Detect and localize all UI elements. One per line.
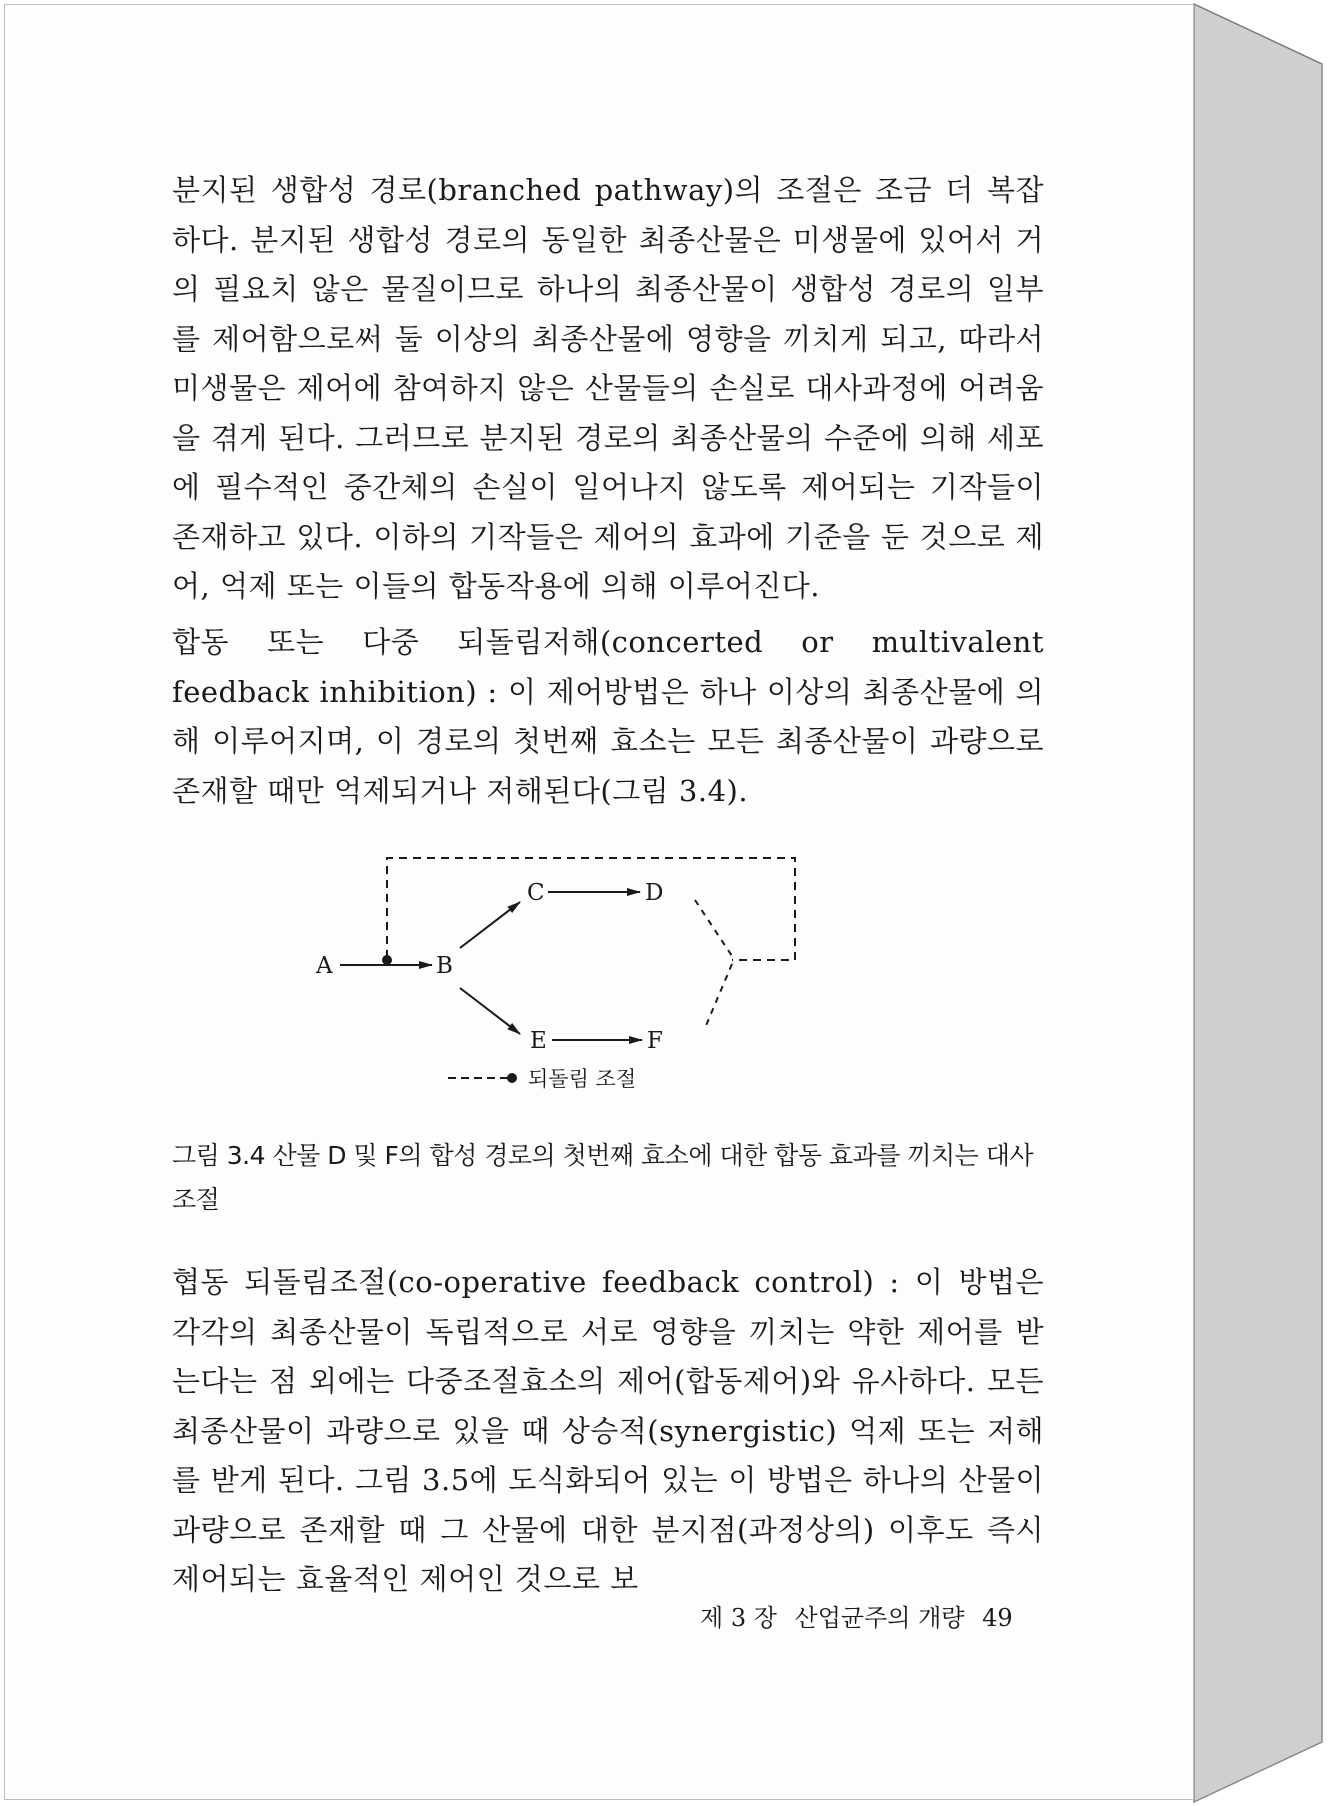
footer-chapter-title: 산업균주의 개량 — [794, 1604, 965, 1632]
caption-text: 산물 D 및 F의 합성 경로의 첫번째 효소에 대한 합동 효과를 끼치는 대사조절 — [172, 1141, 1034, 1214]
footer-chapter: 제 3 장 — [700, 1604, 777, 1632]
node-c-label: C — [527, 880, 545, 906]
node-b-label: B — [436, 953, 453, 979]
legend-dot — [507, 1073, 517, 1083]
arrow-b-e — [460, 988, 520, 1034]
feedback-target-dot — [382, 955, 392, 965]
node-f-label: F — [647, 1028, 663, 1054]
feedback-d-branch — [695, 900, 732, 956]
arrow-b-c — [460, 902, 520, 948]
feedback-loop-line — [387, 858, 795, 960]
legend-label: 되돌림 조절 — [528, 1067, 637, 1091]
node-a-label: A — [316, 953, 333, 979]
paragraph-concerted-inhibition: 합동 또는 다중 되돌림저해(concerted or multivalent feedback inhibition) : 이 제어방법은 하나 이상의 최종산물에 의해 이루어지며, 이 경로의 첫번째 효소는 모든 최종산물이 과량으로 존재할 때만 억제되거나 저해된다(그림 3.4). — [172, 625, 1044, 808]
figure-caption — [172, 1134, 1052, 1222]
feedback-f-branch — [705, 964, 732, 1028]
node-d-label: D — [645, 880, 664, 906]
page-footer — [700, 1598, 1023, 1633]
paragraph-branched-pathway: 분지된 생합성 경로(branched pathway)의 조절은 조금 더 복잡하다. 분지된 생합성 경로의 동일한 최종산물은 미생물에 있어서 거의 필요치 않은 물질이므로 하나의 최종산물이 생합성 경로의 일부를 제어함으로써 둘 이상의 최종산물에 영향을 끼치게 되고, 따라서 미생물은 제어에 참여하지 않은 산물들의 손실로 대사과정에 어려움을 겪게 된다. 그러므로 분지된 경로의 최종산물의 수준에 의해 세포에 필수적인 중간체의 손실이 일어나지 않도록 제어되는 기작들이 존재하고 있다. 이하의 기작들은 제어의 효과에 기준을 둔 것으로 제어, 억제 또는 이들의 합동작용에 의해 이루어진다. — [172, 173, 1044, 603]
node-e-label: E — [530, 1028, 547, 1054]
paragraph-cooperative-control: 협동 되돌림조절(co-operative feedback control) : 이 방법은 각각의 최종산물이 독립적으로 서로 영향을 끼치는 약한 제어를 받는다는 점 외에는 다중조절효소의 제어(합동제어)와 유사하다. 모든 최종산물이 과량으로 있을 때 상승적(synergistic) 억제 또는 저해를 받게 된다. 그림 3.5에 도식화되어 있는 이 방법은 하나의 산물이 과량으로 존재할 때 그 산물에 대한 분지점(과정상의) 이후도 즉시 제어되는 효율적인 제어인 것으로 보 — [172, 1265, 1044, 1596]
caption-label: 그림 3.4 — [172, 1141, 266, 1170]
figure-3-4-pathway-diagram — [300, 838, 820, 1098]
page-number: 49 — [982, 1604, 1013, 1632]
